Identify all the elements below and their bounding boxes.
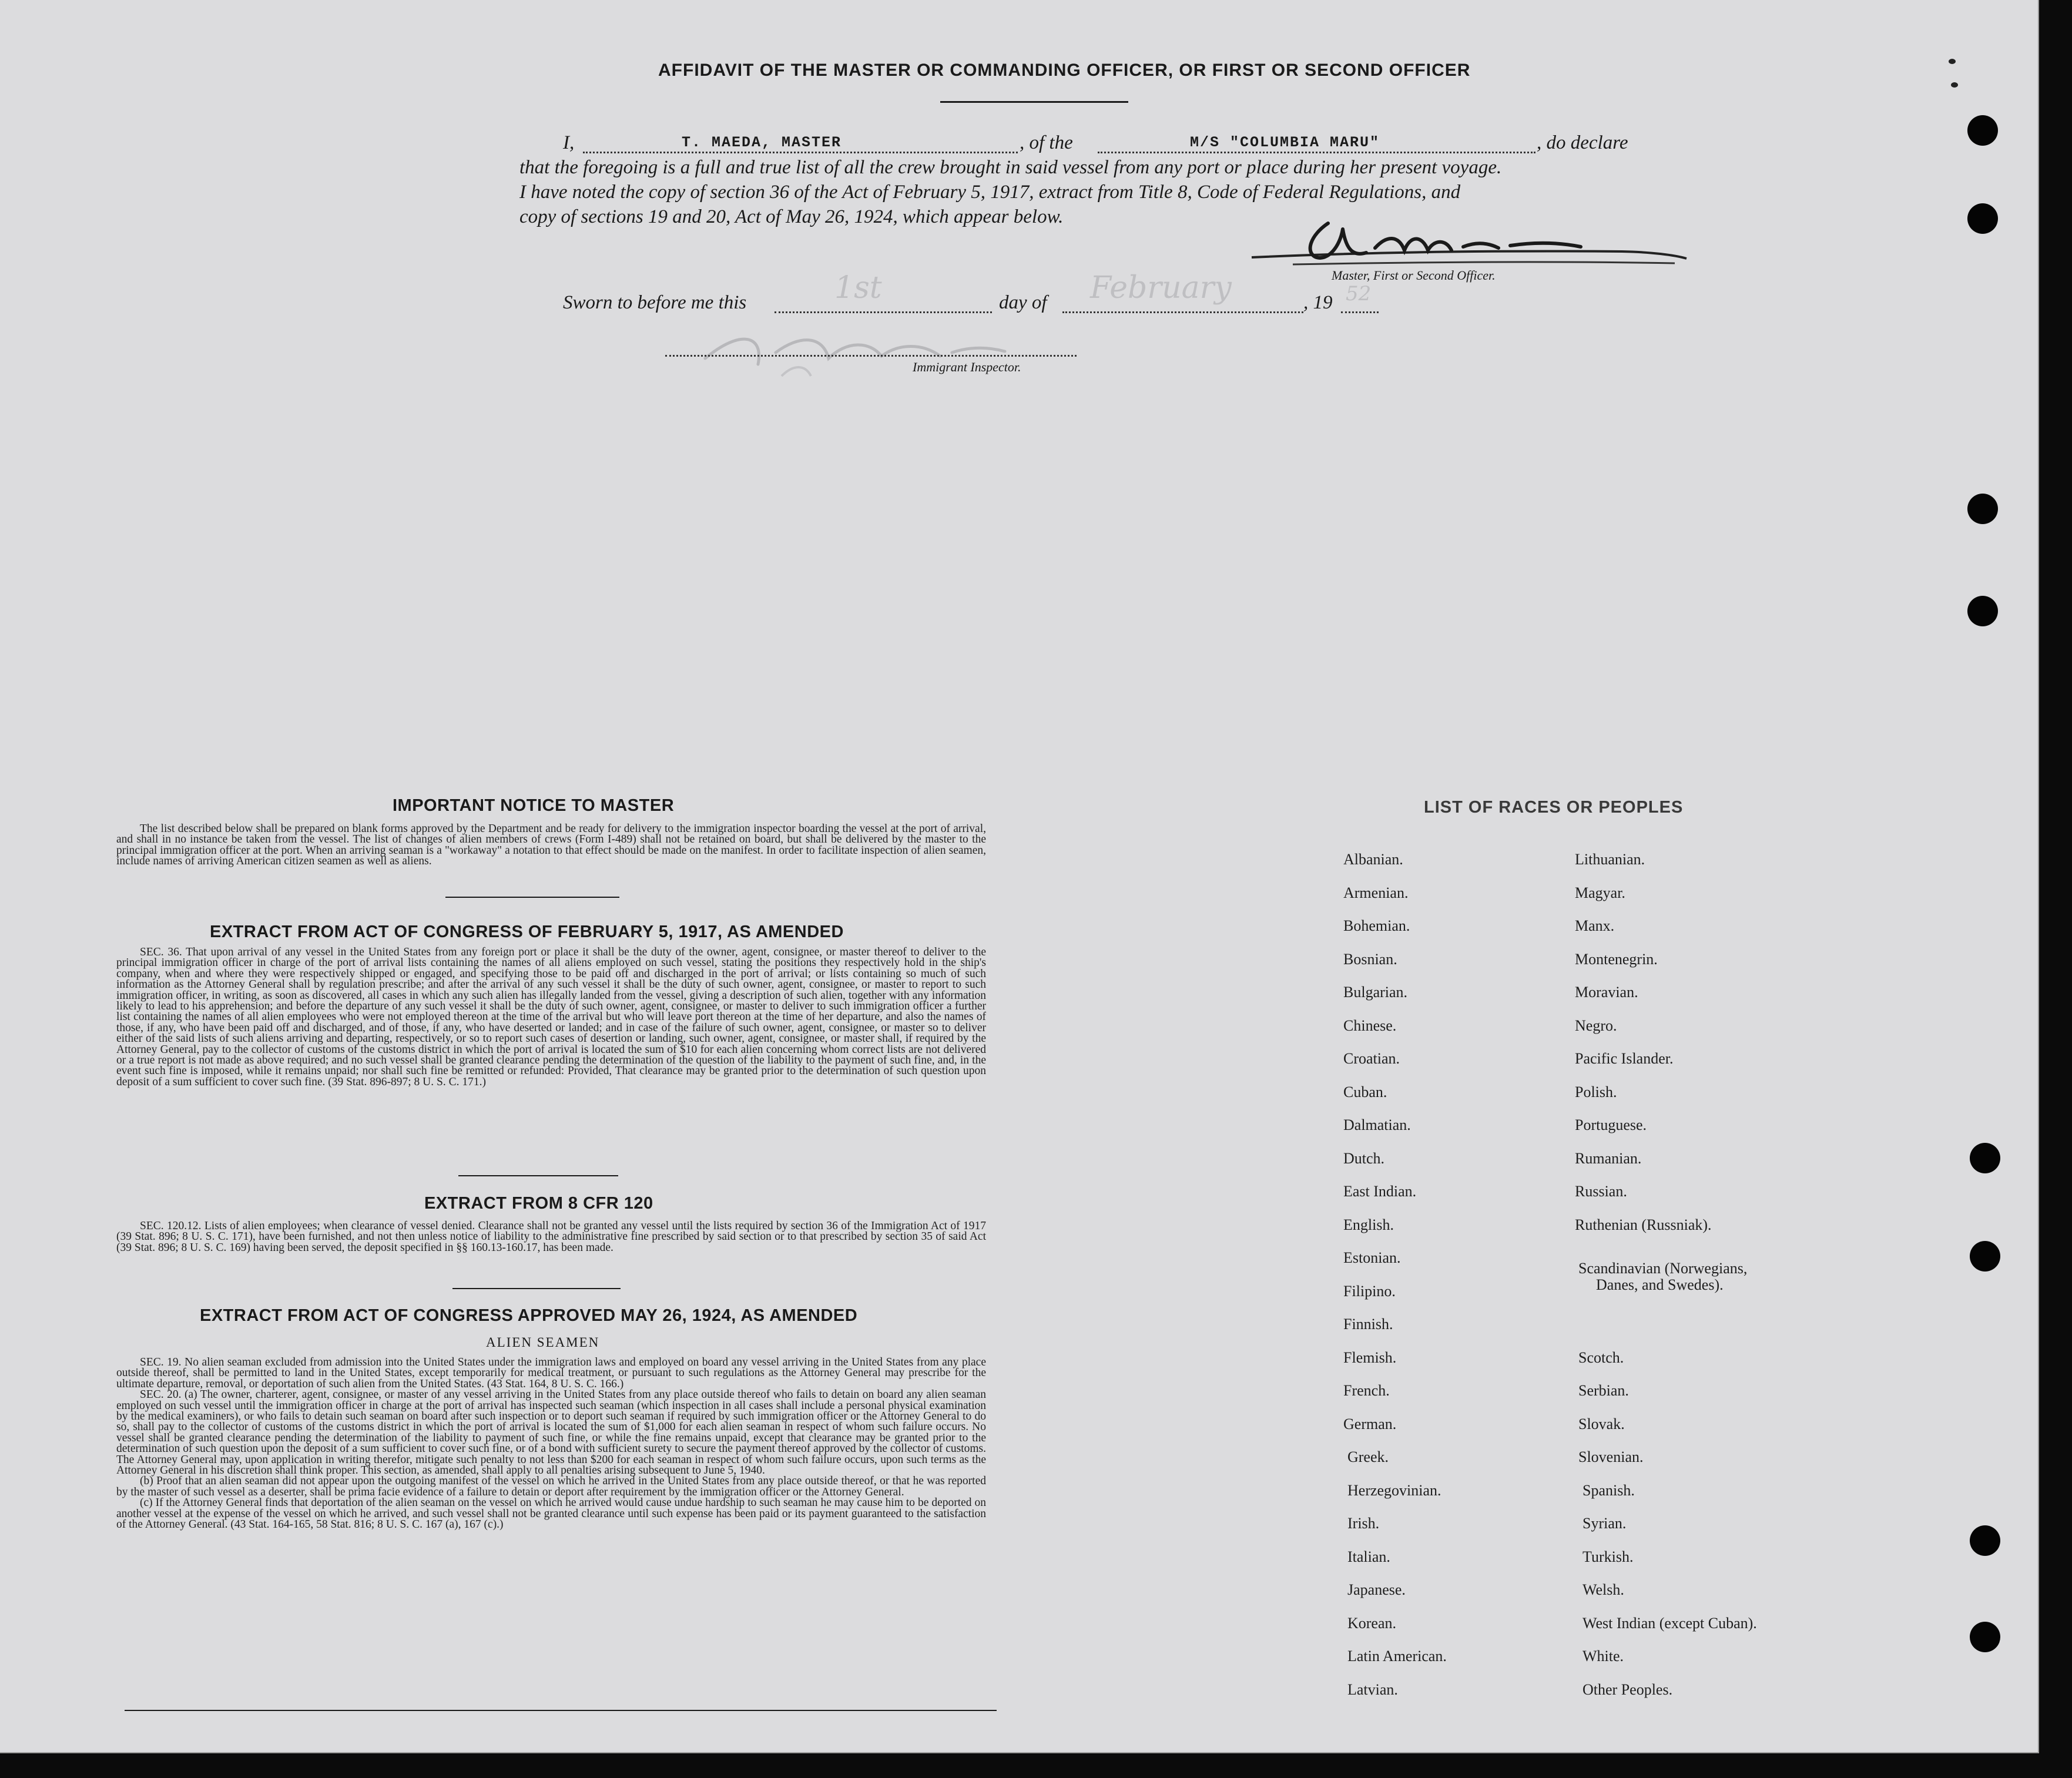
race-entry: Moravian. bbox=[1575, 984, 1638, 1001]
race-entry: Other Peoples. bbox=[1583, 1680, 1673, 1698]
race-entry: East Indian. bbox=[1343, 1183, 1417, 1200]
race-entry: Portuguese. bbox=[1575, 1116, 1647, 1133]
year-line bbox=[1341, 311, 1379, 313]
race-entry: Estonian. bbox=[1343, 1249, 1401, 1266]
race-entry: Welsh. bbox=[1583, 1581, 1624, 1598]
extract-1924-title: EXTRACT FROM ACT OF CONGRESS APPROVED MAY 26, 1924, AS AMENDED bbox=[200, 1306, 858, 1325]
race-entry: Montenegrin. bbox=[1575, 950, 1658, 968]
sworn-month-line bbox=[1062, 311, 1303, 313]
race-entry: Negro. bbox=[1575, 1017, 1617, 1034]
notice-title: IMPORTANT NOTICE TO MASTER bbox=[393, 796, 675, 815]
race-entry: Scotch. bbox=[1578, 1348, 1624, 1366]
race-entry: Rumanian. bbox=[1575, 1149, 1642, 1167]
extract-1917-text bbox=[116, 947, 986, 1159]
sworn-day-line bbox=[775, 311, 992, 313]
race-entry: English. bbox=[1343, 1216, 1394, 1233]
race-entry: Bohemian. bbox=[1343, 917, 1410, 934]
race-entry: Irish. bbox=[1347, 1515, 1380, 1532]
race-entry: Manx. bbox=[1575, 917, 1615, 934]
race-entry: Filipino. bbox=[1343, 1282, 1396, 1300]
race-entry: Serbian. bbox=[1578, 1382, 1629, 1399]
ink-speck bbox=[1949, 59, 1956, 64]
binder-hole bbox=[1970, 1525, 2000, 1556]
ink-speck bbox=[1951, 82, 1958, 88]
binder-hole bbox=[1970, 1241, 2000, 1272]
section-20c-paragraph: (c) If the Attorney General finds that deportation of the alien seaman on the vessel on which he arrived would cause undue hardship to such seaman he may cause him to be deported on another vessel at the expense of the vessel on which he arrived, and such vessel shall not be granted clearance until such expense has been paid or its payment guaranteed to the satisfaction of the Attorney General. (43 Stat. 164-165, 58 Stat. 816; 8 U. S. C. 167 (a), 167 (c).) bbox=[116, 1497, 986, 1531]
section-36-paragraph: SEC. 36. That upon arrival of any vessel in the United States from any foreign port or place it shall be the duty of the owner, agent, consignee, or master thereof to deliver to the principal immigration officer in charge of the port of arrival lists containing the names of all aliens employed on such vessel, stating the positions they respectively hold in the ship's company, when and where they were respectively shipped or engaged, and specifying those to be paid off and discharged in the port of arrival; or lists containing so much of such information as the Attorney General shall by regulation prescribe; and after the arrival of any such vessel it shall be the duty of such owner, agent, consignee, or master to report to such immigration officer, in writing, as soon as discovered, all cases in which any such alien has illegally landed from the vessel, giving a description of such alien, together with any information likely to lead to his apprehension; and before the departure of any such vessel it shall be the duty of such owner, agent, consignee, or master to deliver to such immigration officer a further list containing the names of all alien employees who were not employed thereon at the time of the arrival but who will leave port thereon at the time of her departure, and also the names of those, if any, who have been paid off and discharged, and of those, if any, who have deserted or landed; and in case of the failure of such owner, agent, consignee, or master so to deliver either of the said lists of such aliens arriving and departing, respectively, or so to report such cases of desertion or landing, such owner, agent, consignee, or master shall, if required by the Attorney General, pay to the collector of customs of the customs district in which the port of arrival is located the sum of $10 for each alien concerning whom correct lists are not delivered or a true report is not made as above required; and no such vessel shall be granted clearance pending the determination of the question of the liability to the payment of such fine, and, in the event such fine is imposed, while it remains unpaid; nor shall such fine be remitted or refunded: Provided, That clearance may be granted prior to the determination of such question upon deposit of a sum sufficient to cover such fine. (39 Stat. 896-897; 8 U. S. C. 171.) bbox=[116, 946, 986, 1088]
race-entry: Bosnian. bbox=[1343, 950, 1397, 968]
race-entry: Flemish. bbox=[1343, 1348, 1397, 1366]
day-of-label: day of bbox=[999, 292, 1047, 313]
binder-hole bbox=[1967, 115, 1998, 146]
race-entry: French. bbox=[1343, 1382, 1390, 1399]
extract-1924-text bbox=[116, 1357, 986, 1633]
section-20a-paragraph: SEC. 20. (a) The owner, charterer, agent, consignee, or master of any vessel arriving in the United States from any place outside thereof who fails to detain on board any alien seaman employed on such vessel until the immigration officer in charge at the port of arrival has inspected such seaman (which inspection in all cases shall include a personal physical examination by the medical examiners), or who fails to detain such seaman on board after such inspection or to deport such seaman if required by such immigration officer or the Attorney General to do so, shall pay to the collector of customs of the customs district in which the port of arrival is located the sum of $1,000 for each alien seaman in respect of whom such failure occurs. No vessel shall be granted clearance pending the determination of the liability to payment of such fine, or while the fine remains unpaid, except that clearance may be granted prior to the determination of such question upon the deposit of a sum sufficient to cover such fine, or of a bond with sufficient surety to secure the payment thereof approved by the collector of customs. The Attorney General may, upon application in writing therefor, mitigate such penalty to not less than $200 for each seaman in respect of whom such failure occurs, upon such terms as the Attorney General in his discretion shall think proper. This section, as amended, shall apply to all penalties arising subsequent to June 5, 1940. bbox=[116, 1388, 986, 1477]
section-19-paragraph: SEC. 19. No alien seaman excluded from admission into the United States under the immigration laws and employed on board any vessel arriving in the United States from any place outside thereof, shall be permitted to land in the United States, except temporarily for medical treatment, or pursuant to such regulations as the Attorney General may prescribe for the ultimate departure, removal, or deportation of such alien from the United States. (43 Stat. 164, 8 U. S. C. 166.) bbox=[116, 1356, 986, 1390]
title-rule bbox=[940, 101, 1128, 103]
section-rule bbox=[445, 897, 619, 898]
binder-hole bbox=[1967, 494, 1998, 524]
race-entry: Herzegovinian. bbox=[1347, 1481, 1441, 1499]
race-entry: Italian. bbox=[1347, 1548, 1390, 1565]
race-entry: Latvian. bbox=[1347, 1680, 1398, 1698]
race-entry: Bulgarian. bbox=[1343, 984, 1408, 1001]
year-handwritten: 52 bbox=[1346, 282, 1372, 306]
race-entry: Ruthenian (Russniak). bbox=[1575, 1216, 1712, 1233]
race-entry: German. bbox=[1343, 1415, 1397, 1433]
declaration-i-label: I, bbox=[563, 132, 575, 153]
race-entry: Turkish. bbox=[1583, 1548, 1634, 1565]
race-entry: Cuban. bbox=[1343, 1083, 1387, 1101]
race-entry: Dutch. bbox=[1343, 1149, 1385, 1167]
race-entry: Magyar. bbox=[1575, 884, 1625, 901]
race-entry: Latin American. bbox=[1347, 1648, 1447, 1665]
race-entry: Greek. bbox=[1347, 1448, 1389, 1465]
race-entry: Finnish. bbox=[1343, 1316, 1393, 1333]
declaration-line-3: I have noted the copy of section 36 of the Act of February 5, 1917, extract from Title 8, Code of Federal Regulations, and bbox=[519, 182, 1461, 203]
master-signature bbox=[1240, 212, 1698, 276]
section-20b-paragraph: (b) Proof that an alien seaman did not appear upon the outgoing manifest of the vessel on which he arrived in the United States from any place outside thereof, or that he was reported by the master of such vessel as a deserter, shall be prima facie evidence of a failure to detain or deport after requirement by the immigration officer or the Attorney General. bbox=[116, 1475, 986, 1498]
races-title: LIST OF RACES OR PEOPLES bbox=[1424, 798, 1684, 817]
notice-paragraph: The list described below shall be prepared on blank forms approved by the Department and be ready for delivery to the immigration inspector boarding the vessel at the port of arrival, and shall in no instance be taken from the vessel. The list of changes of alien members of crews (Form I-489) shall not be retained on board, but shall be delivered by the master to the principal immigration officer at the port. When an arriving seaman is a "workaway" a notation to that effect should be made on the manifest. In order to facilitate inspection of alien seamen, include names of arriving American citizen seamen as well as aliens. bbox=[116, 823, 986, 868]
sworn-day-handwritten: 1st bbox=[834, 270, 882, 306]
extract-1917-title: EXTRACT FROM ACT OF CONGRESS OF FEBRUARY 5, 1917, AS AMENDED bbox=[210, 922, 844, 941]
year-label: , 19 bbox=[1303, 292, 1333, 313]
master-name-value: T. MAEDA, MASTER bbox=[682, 134, 842, 151]
race-entry: Albanian. bbox=[1343, 851, 1403, 868]
race-entry: Japanese. bbox=[1347, 1581, 1406, 1598]
race-entry: Danes, and Swedes). bbox=[1596, 1276, 1724, 1293]
binder-hole bbox=[1967, 596, 1998, 626]
inspector-line bbox=[665, 355, 1077, 357]
declaration-of-label: , of the bbox=[1020, 132, 1073, 153]
sworn-month-handwritten: February bbox=[1090, 270, 1232, 306]
master-name-line bbox=[583, 152, 1018, 153]
section-120-12-paragraph: SEC. 120.12. Lists of alien employees; when clearance of vessel denied. Clearance shall not be granted any vessel until the lists required by section 36 of the Immigration Act of 1917 (39 Stat. 896; 8 U. S. C. 171), have been furnished, and not then unless notice of liability to the administrative fine prescribed by said section or to that prescribed by section 35 of said Act (39 Stat. 896; 8 U. S. C. 169) having been served, the deposit specified in §§ 160.13-160.17, has been made. bbox=[116, 1220, 986, 1254]
binder-hole bbox=[1970, 1622, 2000, 1652]
inspector-caption: Immigrant Inspector. bbox=[913, 360, 1021, 374]
binder-hole bbox=[1967, 203, 1998, 234]
race-entry: Syrian. bbox=[1583, 1515, 1627, 1532]
race-entry: Lithuanian. bbox=[1575, 851, 1645, 868]
section-rule bbox=[458, 1175, 618, 1176]
race-entry: White. bbox=[1583, 1648, 1624, 1665]
race-entry: Pacific Islander. bbox=[1575, 1050, 1674, 1067]
declaration-line-4: copy of sections 19 and 20, Act of May 26, 1924, which appear below. bbox=[519, 206, 1064, 227]
declaration-line-2: that the foregoing is a full and true list of all the crew brought in said vessel from any port or place during her present voyage. bbox=[519, 157, 1502, 178]
race-entry: Chinese. bbox=[1343, 1017, 1397, 1034]
declaration-declare-label: , do declare bbox=[1537, 132, 1628, 153]
section-rule bbox=[452, 1288, 621, 1289]
binder-hole bbox=[1970, 1143, 2000, 1173]
race-entry: Croatian. bbox=[1343, 1050, 1400, 1067]
race-entry: Armenian. bbox=[1343, 884, 1409, 901]
signature-caption: Master, First or Second Officer. bbox=[1332, 268, 1496, 283]
vessel-name-line bbox=[1098, 152, 1535, 153]
extract-cfr-title: EXTRACT FROM 8 CFR 120 bbox=[424, 1194, 653, 1213]
vessel-name-value: M/S "COLUMBIA MARU" bbox=[1190, 134, 1380, 151]
notice-text bbox=[116, 824, 986, 888]
race-entry: Spanish. bbox=[1583, 1481, 1635, 1499]
race-entry: Scandinavian (Norwegians, bbox=[1578, 1260, 1748, 1277]
race-entry: Polish. bbox=[1575, 1083, 1617, 1101]
race-entry: West Indian (except Cuban). bbox=[1583, 1614, 1757, 1632]
alien-seamen-subtitle: ALIEN SEAMEN bbox=[486, 1335, 600, 1350]
sworn-label: Sworn to before me this bbox=[563, 292, 747, 313]
race-entry: Korean. bbox=[1347, 1614, 1397, 1632]
bottom-rule bbox=[125, 1710, 997, 1711]
race-entry: Slovak. bbox=[1578, 1415, 1625, 1433]
extract-cfr-text bbox=[116, 1221, 986, 1274]
affidavit-title: AFFIDAVIT OF THE MASTER OR COMMANDING OFFICER, OR FIRST OR SECOND OFFICER bbox=[658, 61, 1471, 80]
race-entry: Slovenian. bbox=[1578, 1448, 1644, 1465]
race-entry: Russian. bbox=[1575, 1183, 1627, 1200]
race-entry: Dalmatian. bbox=[1343, 1116, 1411, 1133]
